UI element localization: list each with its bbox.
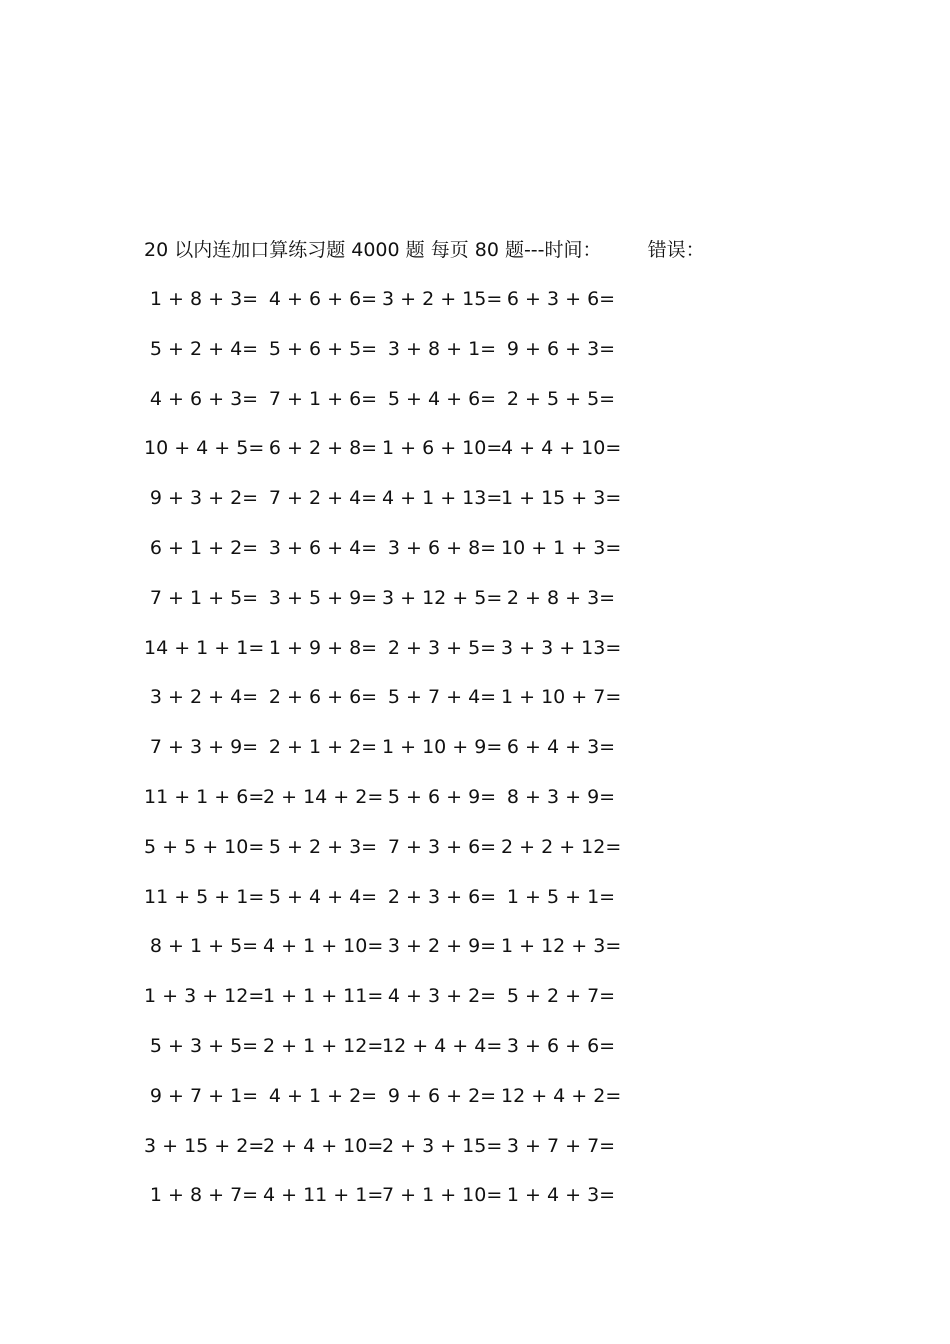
- problem-row: [144, 832, 664, 882]
- arithmetic-problem: 6 + 3 + 6=: [506, 288, 616, 310]
- problem-row: [144, 981, 664, 1031]
- arithmetic-problem: 1 + 12 + 3=: [501, 935, 622, 958]
- arithmetic-problem: 7 + 1 + 5=: [149, 586, 259, 609]
- arithmetic-problem: 9 + 7 + 1=: [149, 1084, 259, 1107]
- arithmetic-problem: 6 + 4 + 3=: [506, 736, 616, 759]
- arithmetic-problem: 2 + 5 + 5=: [506, 387, 616, 410]
- arithmetic-problem: 3 + 8 + 1=: [387, 337, 497, 360]
- arithmetic-problem: 6 + 2 + 8=: [268, 437, 378, 460]
- arithmetic-problem: 5 + 4 + 4=: [268, 885, 378, 908]
- arithmetic-problem: 2 + 3 + 5=: [387, 636, 497, 659]
- worksheet-header: [144, 236, 705, 264]
- arithmetic-problem: 5 + 5 + 10=: [144, 835, 265, 858]
- arithmetic-problem: 2 + 8 + 3=: [506, 586, 616, 609]
- arithmetic-problem: 14 + 1 + 1=: [144, 636, 265, 659]
- arithmetic-problem: 2 + 6 + 6=: [268, 686, 378, 709]
- arithmetic-problem: 1 + 8 + 3=: [149, 288, 259, 310]
- arithmetic-problem: 8 + 1 + 5=: [149, 935, 259, 958]
- problem-row: [144, 931, 664, 981]
- problem-row: [144, 782, 664, 832]
- problem-row: [144, 284, 664, 334]
- arithmetic-problem: 2 + 14 + 2=: [263, 785, 384, 808]
- problem-row: [144, 1131, 664, 1181]
- arithmetic-problem: 8 + 3 + 9=: [506, 785, 616, 808]
- arithmetic-problem: 11 + 5 + 1=: [144, 885, 265, 908]
- arithmetic-problem: 3 + 12 + 5=: [382, 586, 503, 609]
- arithmetic-problem: 4 + 3 + 2=: [387, 985, 497, 1008]
- arithmetic-problem: 9 + 6 + 3=: [506, 337, 616, 360]
- arithmetic-problem: 4 + 6 + 3=: [149, 387, 259, 410]
- arithmetic-problem: 3 + 7 + 7=: [506, 1134, 616, 1157]
- arithmetic-problem: 5 + 7 + 4=: [387, 686, 497, 709]
- arithmetic-problem: 11 + 1 + 6=: [144, 785, 265, 808]
- arithmetic-problem: 2 + 4 + 10=: [263, 1134, 384, 1157]
- problem-row: [144, 483, 664, 533]
- arithmetic-problem: 6 + 1 + 2=: [149, 536, 259, 559]
- problem-row: [144, 882, 664, 932]
- problem-row: [144, 433, 664, 483]
- arithmetic-problem: 1 + 4 + 3=: [506, 1184, 616, 1207]
- arithmetic-problem: 5 + 2 + 7=: [506, 985, 616, 1008]
- errors-label: 错误：: [647, 239, 705, 261]
- arithmetic-problem: 3 + 2 + 4=: [149, 686, 259, 709]
- arithmetic-problem: 1 + 6 + 10=: [382, 437, 503, 460]
- arithmetic-problem: 12 + 4 + 4=: [382, 1034, 503, 1057]
- arithmetic-problem: 1 + 3 + 12=: [144, 985, 265, 1008]
- arithmetic-problem: 7 + 1 + 10=: [382, 1184, 503, 1207]
- problem-row: [144, 1180, 664, 1230]
- arithmetic-problem: 4 + 4 + 10=: [501, 437, 622, 460]
- problem-row: [144, 633, 664, 683]
- arithmetic-problem: 4 + 1 + 2=: [268, 1084, 378, 1107]
- arithmetic-problem: 10 + 4 + 5=: [144, 437, 265, 460]
- problem-row: [144, 732, 664, 782]
- arithmetic-problem: 5 + 2 + 3=: [268, 835, 378, 858]
- problem-row: [144, 1031, 664, 1081]
- arithmetic-problem: 5 + 6 + 9=: [387, 785, 497, 808]
- arithmetic-problem: 9 + 6 + 2=: [387, 1084, 497, 1107]
- arithmetic-problem: 1 + 8 + 7=: [149, 1184, 259, 1207]
- arithmetic-problem: 1 + 10 + 7=: [501, 686, 622, 709]
- arithmetic-problem: 2 + 3 + 6=: [387, 885, 497, 908]
- arithmetic-problem: 2 + 3 + 15=: [382, 1134, 503, 1157]
- problem-grid: [144, 284, 664, 1230]
- problem-row: [144, 682, 664, 732]
- arithmetic-problem: 5 + 6 + 5=: [268, 337, 378, 360]
- arithmetic-problem: 2 + 2 + 12=: [501, 835, 622, 858]
- arithmetic-problem: 1 + 1 + 11=: [263, 985, 384, 1008]
- problem-row: [144, 1081, 664, 1131]
- arithmetic-problem: 4 + 11 + 1=: [263, 1184, 384, 1207]
- problem-row: [144, 533, 664, 583]
- problem-row: [144, 583, 664, 633]
- arithmetic-problem: 5 + 2 + 4=: [149, 337, 259, 360]
- arithmetic-problem: 3 + 15 + 2=: [144, 1134, 265, 1157]
- arithmetic-problem: 4 + 1 + 10=: [263, 935, 384, 958]
- arithmetic-problem: 1 + 9 + 8=: [268, 636, 378, 659]
- arithmetic-problem: 3 + 6 + 6=: [506, 1034, 616, 1057]
- arithmetic-problem: 4 + 1 + 13=: [382, 487, 503, 510]
- arithmetic-problem: 1 + 10 + 9=: [382, 736, 503, 759]
- arithmetic-problem: 2 + 1 + 2=: [268, 736, 378, 759]
- arithmetic-problem: 4 + 6 + 6=: [268, 288, 378, 310]
- arithmetic-problem: 12 + 4 + 2=: [501, 1084, 622, 1107]
- arithmetic-problem: 3 + 2 + 9=: [387, 935, 497, 958]
- arithmetic-problem: 3 + 6 + 4=: [268, 536, 378, 559]
- worksheet-title: 20 以内连加口算练习题 4000 题 每页 80 题---时间：: [144, 239, 602, 261]
- arithmetic-problem: 3 + 3 + 13=: [501, 636, 622, 659]
- problem-row: [144, 334, 664, 384]
- arithmetic-problem: 3 + 2 + 15=: [382, 288, 503, 310]
- arithmetic-problem: 10 + 1 + 3=: [501, 536, 622, 559]
- arithmetic-problem: 5 + 4 + 6=: [387, 387, 497, 410]
- arithmetic-problem: 1 + 5 + 1=: [506, 885, 616, 908]
- arithmetic-problem: 3 + 6 + 8=: [387, 536, 497, 559]
- arithmetic-problem: 7 + 2 + 4=: [268, 487, 378, 510]
- arithmetic-problem: 2 + 1 + 12=: [263, 1034, 384, 1057]
- arithmetic-problem: 1 + 15 + 3=: [501, 487, 622, 510]
- arithmetic-problem: 7 + 1 + 6=: [268, 387, 378, 410]
- arithmetic-problem: 5 + 3 + 5=: [149, 1034, 259, 1057]
- problem-row: [144, 384, 664, 434]
- arithmetic-problem: 7 + 3 + 9=: [149, 736, 259, 759]
- arithmetic-problem: 3 + 5 + 9=: [268, 586, 378, 609]
- arithmetic-problem: 7 + 3 + 6=: [387, 835, 497, 858]
- arithmetic-problem: 9 + 3 + 2=: [149, 487, 259, 510]
